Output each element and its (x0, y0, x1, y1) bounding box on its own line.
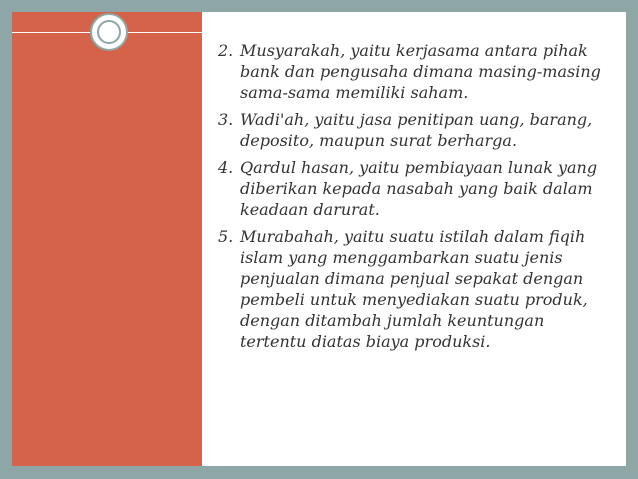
list-item-number: 5. (218, 227, 234, 246)
frame-bottom (0, 466, 638, 479)
list-item-number: 3. (218, 110, 234, 129)
list-item (218, 109, 613, 151)
list-item-text: Murabahah, yaitu suatu istilah dalam fiqih islam yang menggambarkan suatu jenis penjualan dimana penjual sepakat dengan pembeli untuk menyediakan suatu produk, dengan ditambah jumlah keuntungan tertentu diatas biaya produksi. (240, 227, 588, 351)
list-item (218, 226, 613, 352)
frame-right (626, 0, 638, 479)
circle-ornament-inner (97, 20, 121, 44)
side-accent-panel (12, 12, 202, 466)
list-item (218, 40, 613, 103)
list-item-text: Wadi'ah, yaitu jasa penitipan uang, barang, deposito, maupun surat berharga. (240, 110, 593, 150)
frame-left (0, 0, 12, 479)
content-list (218, 40, 613, 358)
circle-ornament-icon (90, 13, 128, 51)
list-item-number: 4. (218, 158, 234, 177)
list-item (218, 157, 613, 220)
frame-top (0, 0, 638, 12)
list-item-text: Qardul hasan, yaitu pembiayaan lunak yang diberikan kepada nasabah yang baik dalam keadaan darurat. (240, 158, 598, 219)
list-item-text: Musyarakah, yaitu kerjasama antara pihak bank dan pengusaha dimana masing-masing sama-sama memiliki saham. (240, 41, 601, 102)
list-item-number: 2. (218, 41, 234, 60)
